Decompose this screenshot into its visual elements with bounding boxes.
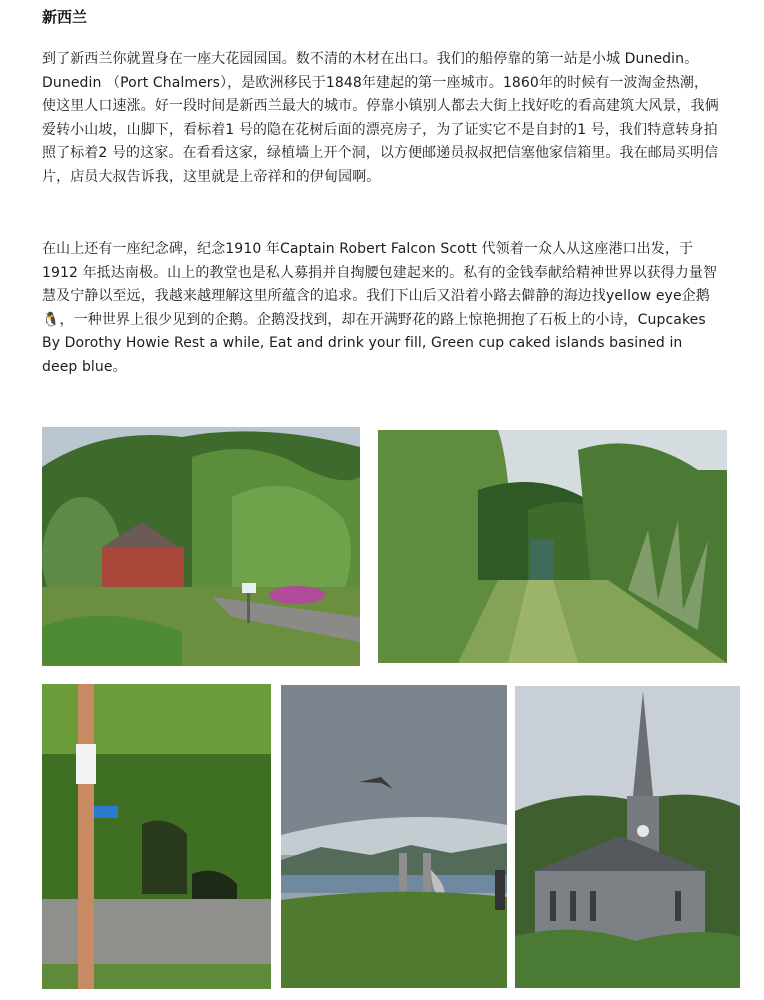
post-paragraph-1: 到了新西兰你就置身在一座大花园园国。数不清的木材在出口。我们的船停靠的第一站是小城 Dunedin。Dunedin （Port Chalmers），是欧洲移民于1848年建起的第一座城市。1860年的时候有一波淘金热潮，使这里人口速涨。好一段时间是新西兰最大的城市。停靠小镇别人都去大街上找好吃的看高建筑大风景，我俩爱转小山坡，山脚下，看标着1 号的隐在花树后面的漂亮房子，为了证实它不是自封的1 号，我们特意转身拍照了标着2 号的这家。在看看这家，绿植墙上开个洞，以方便邮递员叔叔把信塞他家信箱里。我在邮局买明信片，店员大叔告诉我，这里就是上帝祥和的伊甸园啊。: [42, 51, 719, 185]
photo-hedge-mailbox[interactable]: [42, 684, 271, 989]
photo-gothic-church[interactable]: [515, 686, 740, 988]
photo-harbour-monument[interactable]: [281, 685, 507, 988]
photo-garden-path[interactable]: [378, 430, 727, 663]
post-paragraph-2: 在山上还有一座纪念碑，纪念1910 年Captain Robert Falcon Scott 代领着一众人从这座港口出发，于1912 年抵达南极。山上的教堂也是私人募捐并自掏腰包建起来的。私有的金钱奉献给精神世界以获得力量智慧及宁静以至远，我越来越理解这里所蕴含的追求。我们下山后又沿着小路去僻静的海边找yellow eye企鹅🐧，一种世界上很少见到的企鹅。企鹅没找到，却在开满野花的路上惊艳拥抱了石板上的小诗，Cupcakes By Dorothy Howie Rest a while, Eat and drink your fill, Green cup caked islands basined in deep blue。: [42, 241, 718, 375]
post-title: 新西兰: [42, 8, 88, 26]
photo-house-garden[interactable]: [42, 427, 360, 666]
